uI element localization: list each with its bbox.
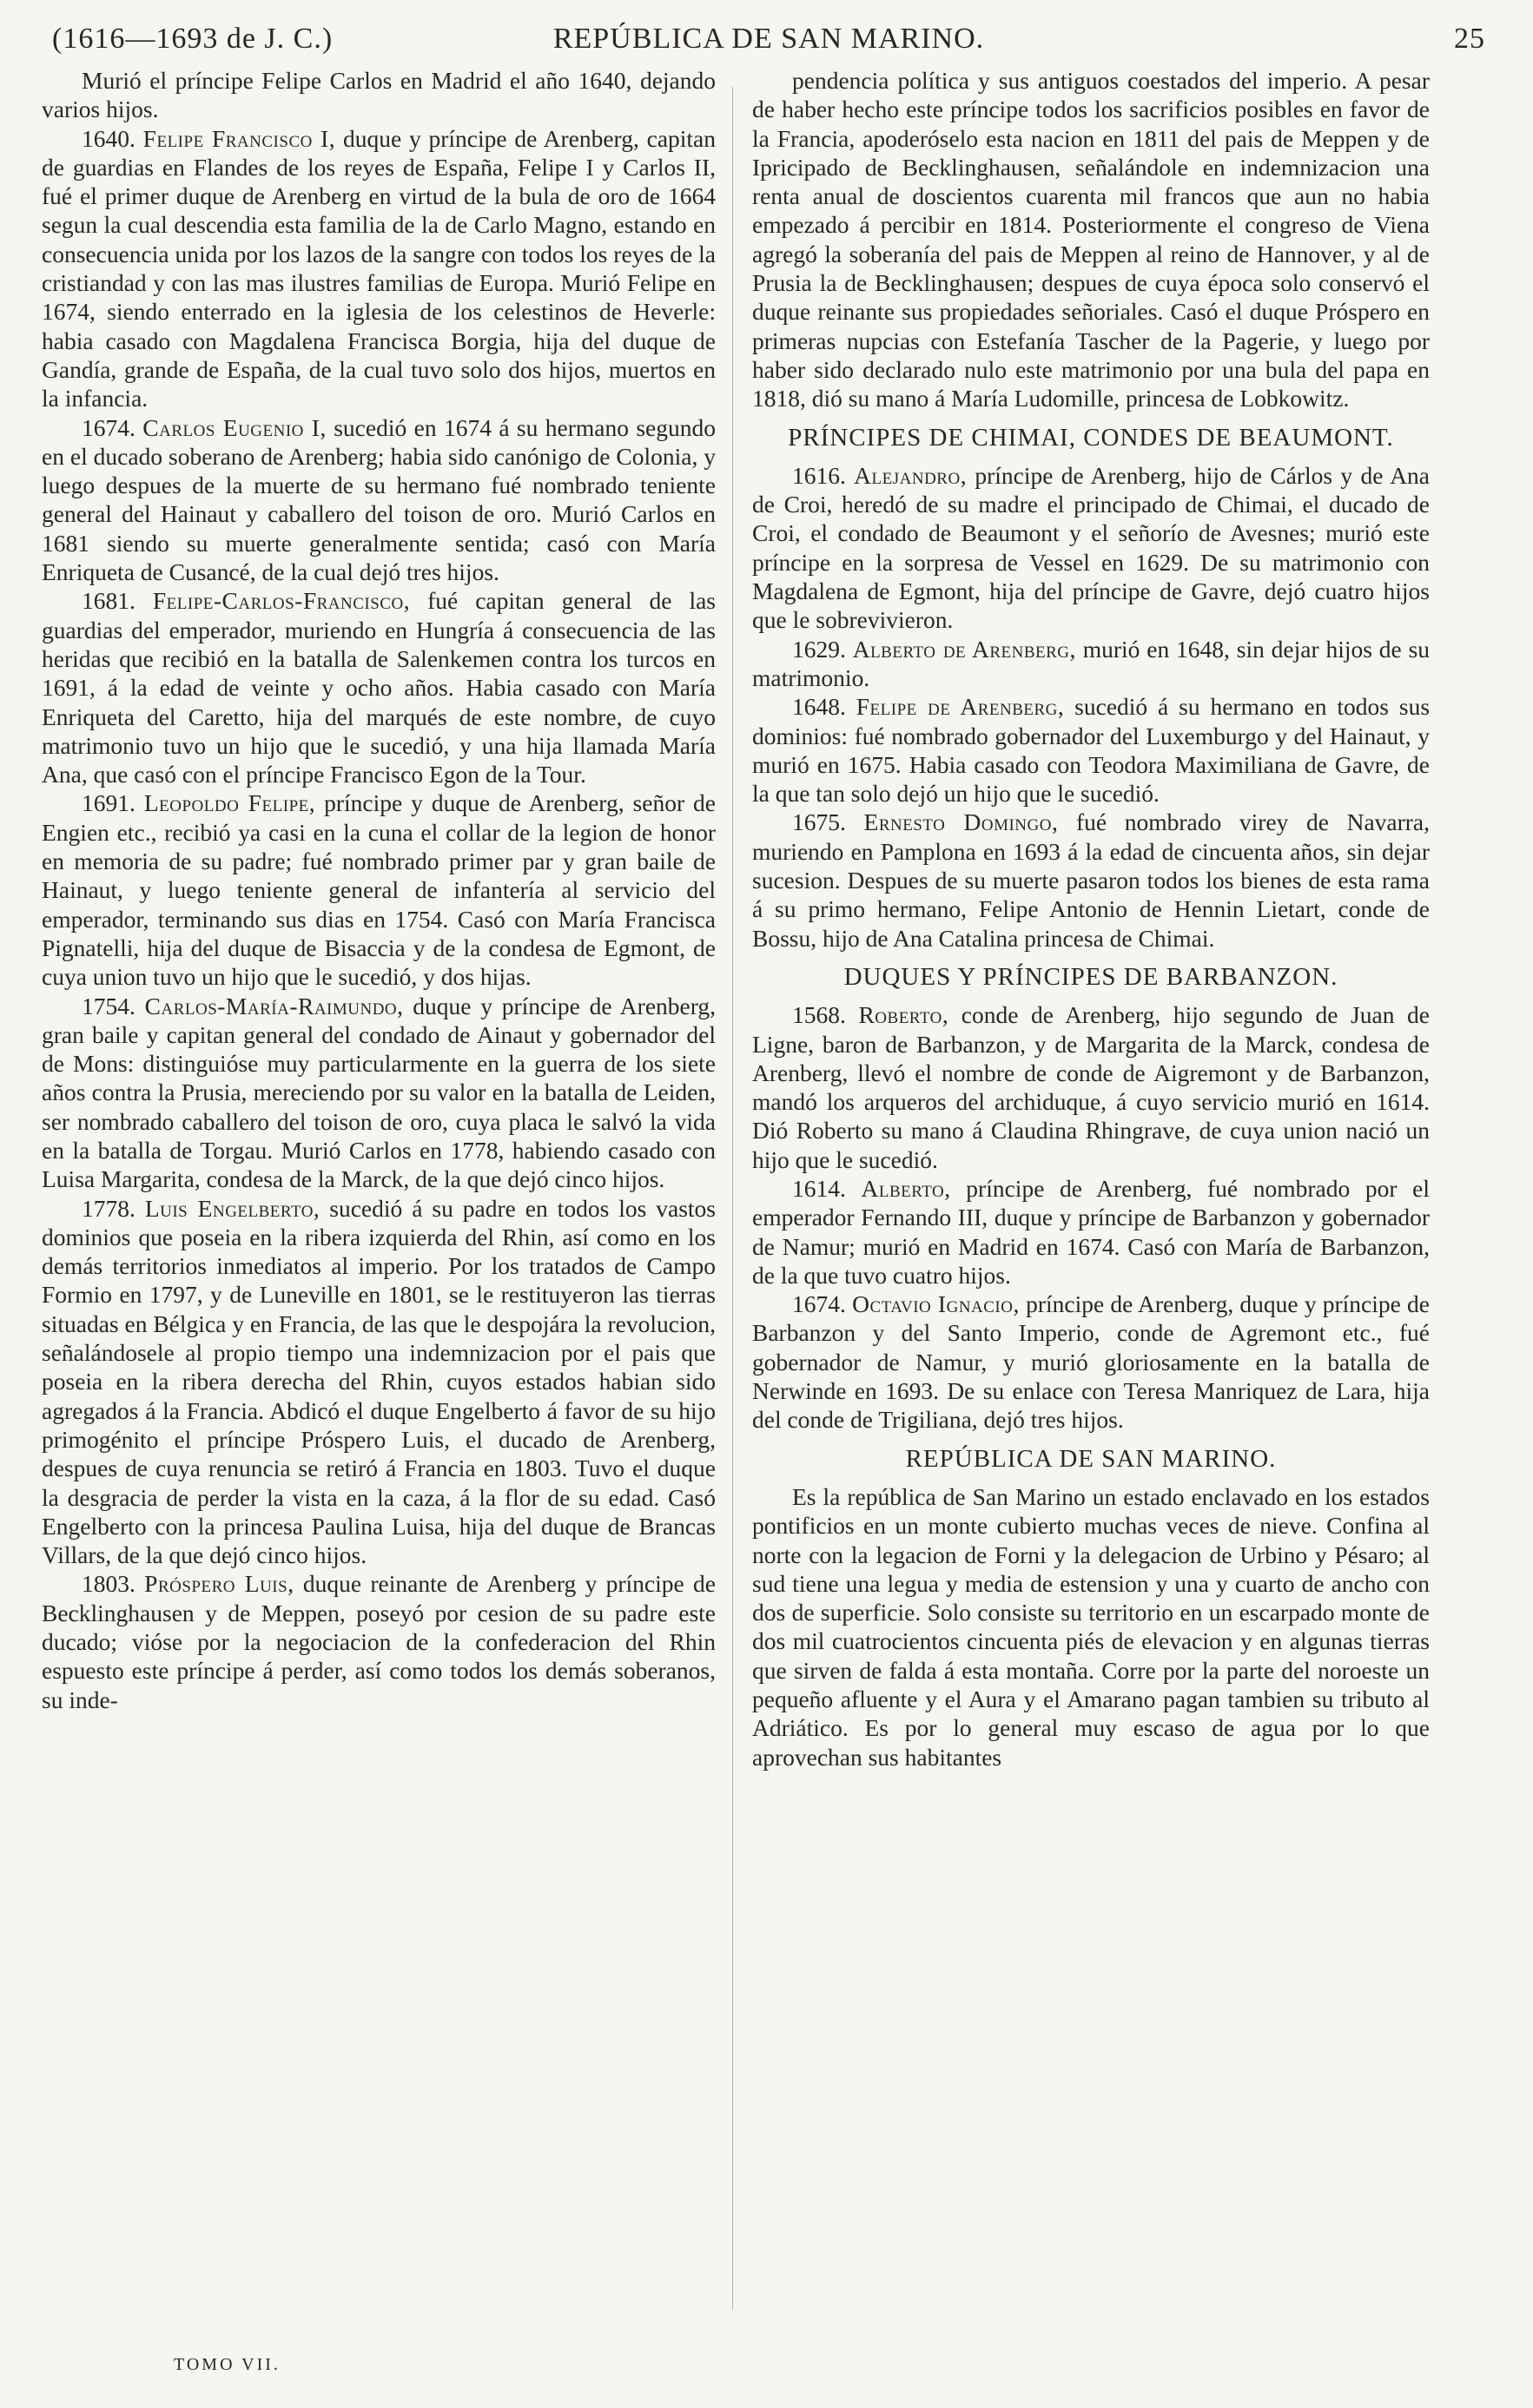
paragraph xyxy=(42,124,716,413)
entry-text: Murió el príncipe Felipe Carlos en Madrid el año 1640, dejando varios hijos. xyxy=(42,67,716,123)
section-heading: DUQUES Y PRÍNCIPES DE BARBANZON. xyxy=(843,962,1338,991)
entry-year: 1675. xyxy=(792,808,846,836)
entry-name: Luis Engelberto, xyxy=(144,1194,320,1222)
column-divider xyxy=(732,87,733,2310)
entry-year: 1681. xyxy=(82,587,135,615)
entry-text: murió en 1648, sin dejar hijos de su matrimonio. xyxy=(752,635,1431,691)
entry-name: Carlos-María-Raimundo, xyxy=(144,992,404,1019)
paragraph xyxy=(752,808,1430,952)
entry-name: Alberto, xyxy=(861,1174,951,1202)
page-header xyxy=(52,16,1485,68)
header-date-range: (1616—1693 de J. C.) xyxy=(52,23,334,55)
entry-year: 1568. xyxy=(792,1001,846,1029)
section-heading: PRÍNCIPES DE CHIMAI, CONDES DE BEAUMONT. xyxy=(788,423,1394,452)
entry-text: príncipe y duque de Arenberg, señor de Engien etc., recibió ya casi en la cuna el collar de la legion de honor en memoria de su padre; fué nombrado primer par y gran baile de Hainaut, y luego teniente general de infantería al servicio del emperador, terminando sus dias en 1754. Casó con María Francisca Pignatelli, hija del duque de Bisaccia y de la condesa de Egmont, de cuya union tuvo un hijo que le sucedió, y dos hijas. xyxy=(42,789,717,991)
entry-year: 1614. xyxy=(792,1174,846,1202)
entry-name: Felipe Francisco I, xyxy=(142,124,336,152)
page-number: 25 xyxy=(1454,23,1485,55)
entry-text: príncipe de Arenberg, fué nombrado por el emperador Fernando III, duque y príncipe de Barbanzon y gobernador de Namur; murió en Madrid en 1674. Casó con María de Barbanzon, de la que tuvo cuatro hijos. xyxy=(752,1174,1431,1289)
paragraph xyxy=(752,635,1430,693)
entry-name: Alberto de Arenberg, xyxy=(852,635,1076,663)
entry-name: Felipe de Arenberg, xyxy=(856,693,1065,721)
section-heading: REPÚBLICA DE SAN MARINO. xyxy=(905,1444,1277,1473)
entry-text: fué capitan general de las guardias del emperador, muriendo en Hungría á consecuencia de las heridas que recibió en la batalla de Salenkemen contra los turcos en 1691, á la edad de veinte y ocho años. Habia casado con María Enriqueta del Caretto, hija del marqués de este nombre, de cuyo matrimonio tuvo un hijo que le sucedió, y una hija llamada María Ana, que casó con el príncipe Francisco Egon de la Tour. xyxy=(42,587,716,788)
entry-text: príncipe de Arenberg, duque y príncipe de Barbanzon y del Santo Imperio, conde de Agremont etc., fué gobernador de Namur, y murió gloriosamente en la batalla de Nerwinde en 1693. De su enlace con Teresa Manriquez de Lara, hija del conde de Trigiliana, dejó tres hijos. xyxy=(752,1290,1431,1434)
entry-year: 1616. xyxy=(792,461,846,489)
entry-year: 1629. xyxy=(792,635,846,663)
volume-footer: TOMO VII. xyxy=(174,2355,281,2374)
header-title: REPÚBLICA DE SAN MARINO. xyxy=(552,23,985,55)
entry-name: Octavio Ignacio, xyxy=(852,1290,1020,1318)
paragraph xyxy=(42,413,716,587)
paragraph xyxy=(752,461,1430,635)
entry-year: 1754. xyxy=(82,992,135,1019)
entry-text: sucedió á su hermano en todos sus dominios: fué nombrado gobernador del Luxemburgo y del Hainaut, y murió en 1675. Habia casado con Teodora Maximiliana de Gavre, de la que tan solo dejó un hijo que le sucedió. xyxy=(752,693,1431,808)
entry-text: duque reinante de Arenberg y príncipe de Becklinghausen y de Meppen, poseyó por cesion de su padre este ducado; vióse por la negociacion de la confederacion del Rhin espuesto este príncipe á perder, así como todos los demás soberanos, su inde- xyxy=(42,1570,716,1713)
entry-name: Carlos Eugenio I, xyxy=(142,413,327,441)
entry-text: conde de Arenberg, hijo segundo de Juan de Ligne, baron de Barbanzon, y de Margarita de la Marck, condesa de Arenberg, llevó el nombre de conde de Aigremont y de Barbanzon, mandó los arqueros del archiduque, á cuyo servicio murió en 1614. Dió Roberto su mano á Claudina Rhingrave, de cuya union nació un hijo que le sucedió. xyxy=(752,1001,1431,1173)
entry-year: 1674. xyxy=(82,413,135,441)
entry-text: Es la república de San Marino un estado enclavado en los estados pontificios en un monte cubierto muchas veces de nieve. Confina al norte con la legacion de Forni y la delegacion de Urbino y Pésaro; al sud tiene una legua y media de estension y una y cuarto de ancho con dos de superficie. Solo consiste su territorio en un escarpado monte de dos mil cuatrocientos cincuenta piés de elevacion y en algunas tierras que sirven de falda á esta montaña. Corre por la parte del noroeste un pequeño afluente y el Aura y el Amarano pagan tambien su tributo al Adriático. Es por lo general muy escaso de agua por lo que aprovechan sus habitantes xyxy=(752,1482,1430,1771)
entry-year: 1778. xyxy=(82,1194,135,1222)
entry-text: sucedió en 1674 á su hermano segundo en el ducado soberano de Arenberg; habia sido canónigo de Colonia, y luego despues de la muerte de su hermano fué nombrado teniente general del Hainaut y caballero del toison de oro. Murió Carlos en 1681 siendo su muerte generalmente sentida; casó con María Enriqueta de Cusancé, de la cual dejó tres hijos. xyxy=(42,413,717,586)
paragraph xyxy=(752,692,1430,808)
entry-text: fué nombrado virey de Navarra, muriendo en Pamplona en 1693 á la edad de cincuenta años, sin dejar sucesion. Despues de su muerte pasaron todos los bienes de esta rama á su primo hermano, Felipe Antonio de Hennin Lietart, conde de Bossu, hijo de Ana Catalina princesa de Chimai. xyxy=(752,808,1431,952)
entry-text: pendencia política y sus antiguos coestados del imperio. A pesar de haber hecho este príncipe todos los sacrificios posibles en favor de la Francia, apoderóselo esta nacion en 1811 del pais de Meppen y de Ipricipado de Becklinghausen, señalándole en indemnizacion una renta anual de doscientos cuarenta mil francos que aun no habia empezado á percibir en 1814. Posteriormente el congreso de Viena agregó la soberanía del pais de Meppen al reino de Hannover, y al de Prusia la de Becklinghausen; despues de cuya época solo conservó el duque reinante sus propiedades señoriales. Casó el duque Próspero en primeras nupcias con Estefanía Tascher de la Pagerie, y luego por haber sido declarado nulo este matrimonio por una bula del papa en 1818, dió su mano á María Ludomille, princesa de Lobkowitz. xyxy=(752,67,1430,412)
entry-name: Próspero Luis, xyxy=(144,1570,294,1598)
entry-year: 1640. xyxy=(82,124,135,152)
paragraph xyxy=(752,1482,1430,1771)
entry-year: 1803. xyxy=(82,1570,135,1598)
entry-name: Leopoldo Felipe, xyxy=(143,789,316,817)
paragraph xyxy=(42,586,716,788)
paragraph xyxy=(752,66,1430,413)
paragraph xyxy=(42,1194,716,1570)
paragraph xyxy=(42,788,716,991)
entry-year: 1648. xyxy=(792,693,846,721)
entry-text: príncipe de Arenberg, hijo de Cárlos y de Ana de Croi, heredó de su madre el principado de Chimai, el ducado de Croi, el condado de Beaumont y el señorío de Avesnes; murió este príncipe en la sorpresa de Vessel en 1629. De su matrimonio con Magdalena de Egmont, hija del príncipe de Gavre, dejó cuatro hijos que le sobrevivieron. xyxy=(752,461,1431,634)
paragraph xyxy=(752,1290,1430,1434)
entry-text: duque y príncipe de Arenberg, gran baile y capitan general del condado de Ainaut y gobernador del de Mons: distinguióse muy particularmente en la guerra de los siete años contra la Prusia, mereciendo por su valor en la batalla de Leiden, ser nombrado caballero del toison de oro, cuya placa le salvó la vida en la batalla de Torgau. Murió Carlos en 1778, habiendo casado con Luisa Margarita, condesa de la Marck, de la que dejó cinco hijos. xyxy=(42,992,717,1193)
entry-name: Roberto, xyxy=(858,1001,949,1029)
entry-name: Felipe-Carlos-Francisco, xyxy=(152,587,411,615)
paragraph xyxy=(752,1000,1430,1174)
entry-name: Ernesto Domingo, xyxy=(863,808,1059,836)
paragraph xyxy=(42,1569,716,1713)
entry-year: 1674. xyxy=(792,1290,846,1318)
paragraph xyxy=(42,66,716,124)
entry-text: sucedió á su padre en todos los vastos dominios que poseia en la ribera izquierda del Rhin, así como en los demás territorios inmediatos al imperio. Por los tratados de Campo Formio en 1797, y de Luneville en 1801, se le restituyeron las tierras situadas en Bélgica y en Francia, de las que le despojára la revolucion, señalándosele al propio tiempo una indemnizacion por el pais que poseia en la ribera derecha del Rhin, cuyos estados habian sido agregados á la Francia. Abdicó el duque Engelberto á favor de su hijo primogénito el príncipe Próspero Luis, el ducado de Arenberg, despues de cuya renuncia se retiró á Francia en 1803. Tuvo el duque la desgracia de perder la vista en la caza, á la flor de su edad. Casó Engelberto con la princesa Paulina Luisa, hija del duque de Brancas Villars, de la que dejó cinco hijos. xyxy=(42,1194,717,1569)
entry-year: 1691. xyxy=(82,789,135,817)
right-column xyxy=(752,66,1430,2324)
paragraph xyxy=(42,992,716,1194)
entry-text: duque y príncipe de Arenberg, capitan de guardias en Flandes de los reyes de España, Felipe I y Carlos II, fué el primer duque de Arenberg en virtud de la bula de oro de 1664 segun la cual descendia esta familia de la de Carlo Magno, estando en consecuencia unida por los lazos de la sangre con todos los reyes de la cristiandad y con las mas ilustres familias de Europa. Murió Felipe en 1674, siendo enterrado en la iglesia de los celestinos de Heverle: habia casado con Magdalena Francisca Borgia, hija del duque de Gandía, grande de España, de la cual tuvo solo dos hijos, muertos en la infancia. xyxy=(42,124,717,412)
left-column xyxy=(42,66,716,2324)
entry-name: Alejandro, xyxy=(854,461,968,489)
paragraph xyxy=(752,1174,1430,1290)
